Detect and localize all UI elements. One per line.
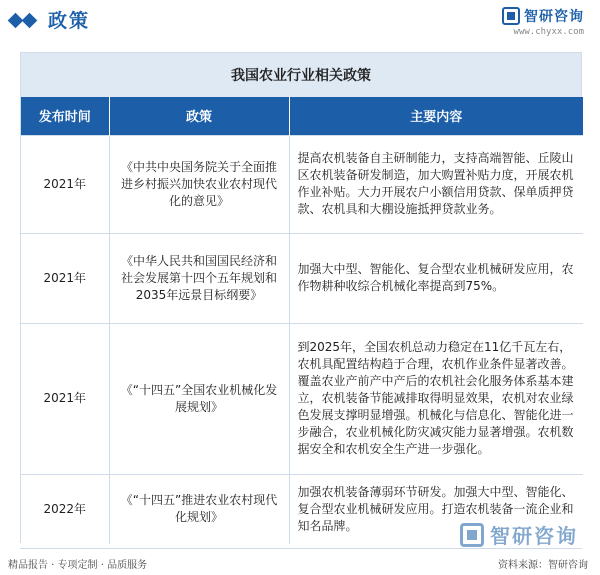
policy-table-container [20, 52, 582, 543]
column-header-policy: 政策 [109, 97, 289, 135]
footer-divider [20, 548, 582, 549]
row-policy: 《“十四五”全国农业机械化发展规划》 [109, 323, 289, 474]
footer-brand-watermark [460, 520, 578, 549]
brand-logo-icon [502, 7, 520, 25]
column-header-content: 主要内容 [289, 97, 583, 135]
page-footer [0, 524, 600, 575]
table-caption: 我国农业行业相关政策 [21, 53, 581, 97]
row-policy: 《中华人民共和国国民经济和社会发展第十四个五年规划和2035年远景目标纲要》 [109, 233, 289, 323]
brand-url: www.chyxx.com [513, 27, 584, 37]
policy-table [21, 97, 583, 544]
brand-logo [502, 6, 584, 26]
brand-name: 智研咨询 [524, 9, 584, 25]
row-date: 2021年 [21, 233, 109, 323]
row-policy: 《中共中央国务院关于全面推进乡村振兴加快农业农村现代化的意见》 [109, 135, 289, 233]
row-content: 提高农机装备自主研制能力，支持高端智能、丘陵山区农机装备研发制造，加大购置补贴力度，开展农机作业补贴。大力开展农户小额信用贷款、保单质押贷款、农机具和大棚设施抵押贷款业务。 [289, 135, 583, 233]
row-date: 2021年 [21, 323, 109, 474]
row-policy: 《“十四五”推进农业农村现代化规划》 [109, 474, 289, 544]
column-header-date: 发布时间 [21, 97, 109, 135]
row-date: 2022年 [21, 474, 109, 544]
page-title: 政策 [48, 10, 91, 32]
row-content: 加强农机装备薄弱环节研发。加强大中型、智能化、复合型农业机械研发应用。打造农机装备一流企业和知名品牌。 [289, 474, 583, 544]
row-content: 加强大中型、智能化、复合型农业机械研发应用，农作物耕种收综合机械化率提高到75%。 [289, 233, 583, 323]
footer-slogan: 精品报告 · 专项定制 · 品质服务 [8, 560, 148, 571]
table-header-row [21, 97, 583, 135]
row-date: 2021年 [21, 135, 109, 233]
table-row [21, 323, 583, 474]
table-row [21, 233, 583, 323]
table-row [21, 135, 583, 233]
page-header [0, 0, 600, 40]
diamond-decoration-icon [10, 12, 50, 28]
footer-source: 资料来源：智研咨询 [498, 560, 588, 571]
footer-brand-name: 智研咨询 [490, 524, 578, 548]
footer-brand-icon [460, 523, 484, 547]
row-content: 到2025年，全国农机总动力稳定在11亿千瓦左右，农机具配置结构趋于合理，农机作业条件显著改善。覆盖农业产前产中产后的农机社会化服务体系基本建立，农机装备节能减排取得明显效果，农机对农业绿色发展支撑明显增强。机械化与信息化、智能化进一步融合，农业机械化防灾减灾能力显著增强。农机数据安全和农机安全生产进一步强化。 [289, 323, 583, 474]
